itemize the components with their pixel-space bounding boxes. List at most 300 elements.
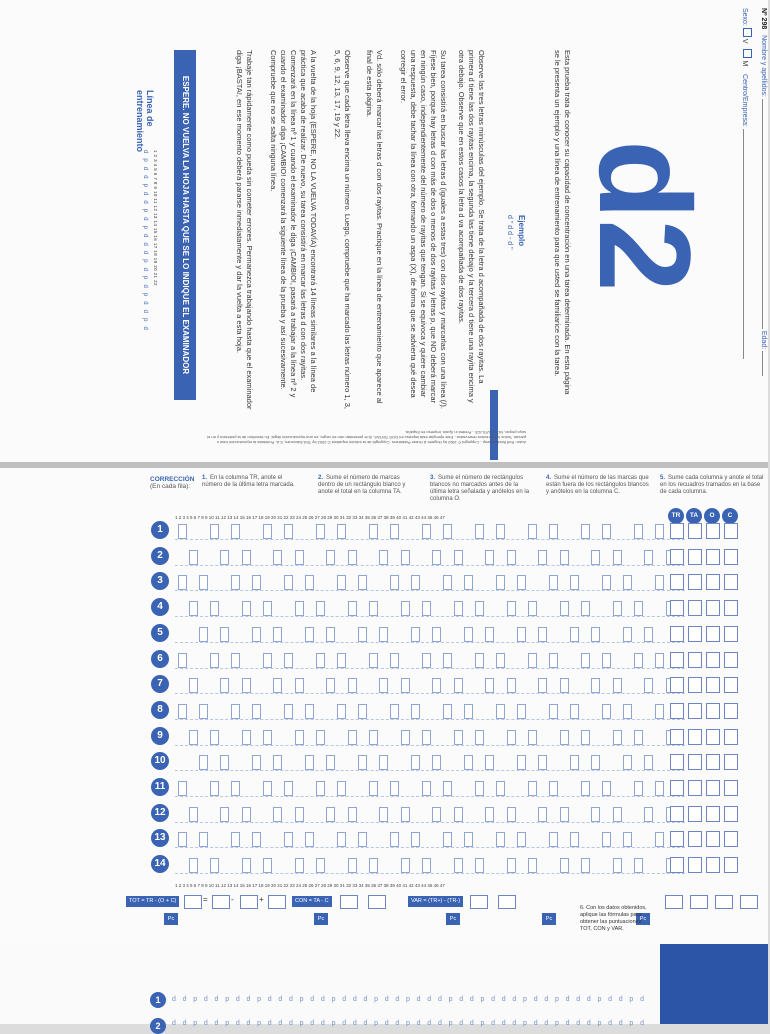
score-c-box[interactable] [724, 549, 738, 565]
grid-cell[interactable] [358, 627, 367, 642]
grid-cell[interactable] [581, 858, 590, 873]
grid-cell[interactable] [464, 832, 473, 847]
con-ta-box[interactable] [368, 895, 386, 909]
grid-cell[interactable] [369, 781, 378, 796]
grid-cell[interactable] [210, 781, 219, 796]
sex-m-checkbox[interactable] [743, 49, 752, 58]
grid-cell[interactable] [337, 832, 346, 847]
grid-cell[interactable] [454, 858, 463, 873]
grid-cell[interactable] [602, 524, 611, 539]
grid-cell[interactable] [443, 781, 452, 796]
grid-cell[interactable] [496, 575, 505, 590]
grid-cell[interactable] [443, 575, 452, 590]
score-o-box[interactable] [706, 831, 720, 847]
grid-cell[interactable] [507, 858, 516, 873]
grid-cell[interactable] [358, 575, 367, 590]
grid-cell[interactable] [570, 575, 579, 590]
grid-cell[interactable] [305, 627, 314, 642]
grid-cell[interactable] [581, 524, 590, 539]
score-ta-box[interactable] [688, 600, 702, 616]
grid-cell[interactable] [454, 730, 463, 745]
grid-cell[interactable] [591, 550, 600, 565]
tot-tr-box[interactable] [212, 895, 230, 909]
grid-cell[interactable] [231, 575, 240, 590]
grid-cell[interactable] [549, 653, 558, 668]
grid-cell[interactable] [242, 730, 251, 745]
grid-cell[interactable] [517, 704, 526, 719]
grid-cell[interactable] [242, 678, 251, 693]
grid-cell[interactable] [284, 781, 293, 796]
grid-cell[interactable] [454, 601, 463, 616]
score-c-box[interactable] [724, 780, 738, 796]
grid-cell[interactable] [369, 601, 378, 616]
grid-cell[interactable] [591, 627, 600, 642]
grid-cell[interactable] [528, 730, 537, 745]
grid-cell[interactable] [220, 807, 229, 822]
score-tr-box[interactable] [670, 806, 684, 822]
grid-cell[interactable] [411, 832, 420, 847]
grid-cell[interactable] [581, 730, 590, 745]
score-o-box[interactable] [706, 754, 720, 770]
score-tr-box[interactable] [670, 677, 684, 693]
grid-cell[interactable] [284, 653, 293, 668]
grid-cell[interactable] [369, 858, 378, 873]
grid-cell[interactable] [178, 653, 187, 668]
grid-cell[interactable] [634, 653, 643, 668]
grid-cell[interactable] [581, 653, 590, 668]
grid-cell[interactable] [475, 601, 484, 616]
grid-cell[interactable] [591, 807, 600, 822]
grid-cell[interactable] [178, 524, 187, 539]
grid-cell[interactable] [432, 755, 441, 770]
grid-cell[interactable] [263, 653, 272, 668]
grid-cell[interactable] [570, 755, 579, 770]
grid-cell[interactable] [655, 653, 664, 668]
grid-cell[interactable] [485, 755, 494, 770]
grid-cell[interactable] [263, 858, 272, 873]
grid-cell[interactable] [528, 858, 537, 873]
grid-cell[interactable] [295, 601, 304, 616]
tot-result-box[interactable] [184, 895, 202, 909]
grid-cell[interactable] [634, 858, 643, 873]
grid-cell[interactable] [326, 627, 335, 642]
grid-cell[interactable] [305, 575, 314, 590]
grid-cell[interactable] [581, 781, 590, 796]
grid-cell[interactable] [189, 678, 198, 693]
grid-cell[interactable] [273, 550, 282, 565]
score-ta-box[interactable] [688, 780, 702, 796]
grid-cell[interactable] [443, 653, 452, 668]
grid-cell[interactable] [263, 601, 272, 616]
grid-cell[interactable] [602, 781, 611, 796]
grid-cell[interactable] [189, 601, 198, 616]
grid-cell[interactable] [284, 575, 293, 590]
score-c-box[interactable] [724, 600, 738, 616]
grid-cell[interactable] [644, 627, 653, 642]
grid-cell[interactable] [273, 678, 282, 693]
grid-cell[interactable] [295, 730, 304, 745]
grid-cell[interactable] [655, 832, 664, 847]
grid-cell[interactable] [284, 832, 293, 847]
grid-cell[interactable] [284, 524, 293, 539]
grid-cell[interactable] [454, 678, 463, 693]
grid-cell[interactable] [326, 755, 335, 770]
grid-cell[interactable] [634, 781, 643, 796]
grid-cell[interactable] [337, 575, 346, 590]
grid-cell[interactable] [464, 627, 473, 642]
grid-cell[interactable] [369, 730, 378, 745]
score-c-box[interactable] [724, 806, 738, 822]
score-ta-box[interactable] [688, 729, 702, 745]
age-field[interactable] [762, 351, 763, 376]
grid-cell[interactable] [422, 858, 431, 873]
grid-cell[interactable] [178, 704, 187, 719]
grid-cell[interactable] [432, 678, 441, 693]
grid-cell[interactable] [517, 755, 526, 770]
grid-cell[interactable] [242, 807, 251, 822]
grid-cell[interactable] [231, 832, 240, 847]
grid-cell[interactable] [623, 704, 632, 719]
grid-cell[interactable] [623, 832, 632, 847]
next-row-1-letters[interactable]: d d p d d p d d p d d d p d d p d d d p d d p d d d p d d p d d d p d d p d d d p d d p d [172, 996, 647, 1003]
grid-cell[interactable] [199, 627, 208, 642]
score-o-box[interactable] [706, 600, 720, 616]
grid-cell[interactable] [189, 550, 198, 565]
grid-cell[interactable] [231, 653, 240, 668]
grid-cell[interactable] [295, 550, 304, 565]
grid-cell[interactable] [623, 627, 632, 642]
score-tr-box[interactable] [670, 831, 684, 847]
grid-cell[interactable] [432, 807, 441, 822]
grid-cell[interactable] [358, 755, 367, 770]
tot-o-box[interactable] [240, 895, 258, 909]
grid-cell[interactable] [316, 653, 325, 668]
grid-cell[interactable] [591, 678, 600, 693]
grid-cell[interactable] [475, 524, 484, 539]
grid-cell[interactable] [348, 807, 357, 822]
grid-cell[interactable] [220, 755, 229, 770]
grid-cell[interactable] [210, 601, 219, 616]
total-ta-box[interactable] [690, 895, 708, 909]
var-trplus-box[interactable] [498, 895, 516, 909]
tot-c-box[interactable] [268, 895, 286, 909]
grid-cell[interactable] [602, 832, 611, 847]
grid-cell[interactable] [390, 704, 399, 719]
grid-cell[interactable] [644, 755, 653, 770]
grid-cell[interactable] [644, 807, 653, 822]
score-c-box[interactable] [724, 626, 738, 642]
grid-cell[interactable] [634, 730, 643, 745]
grid-cell[interactable] [560, 550, 569, 565]
grid-cell[interactable] [178, 832, 187, 847]
grid-cell[interactable] [443, 704, 452, 719]
score-tr-box[interactable] [670, 523, 684, 539]
score-c-box[interactable] [724, 729, 738, 745]
grid-cell[interactable] [348, 550, 357, 565]
grid-cell[interactable] [263, 730, 272, 745]
grid-cell[interactable] [496, 524, 505, 539]
grid-cell[interactable] [496, 704, 505, 719]
grid-cell[interactable] [422, 524, 431, 539]
training-letters[interactable]: d p d d p d d p d p d d d p d p d p d d p d [142, 150, 148, 332]
grid-cell[interactable] [326, 550, 335, 565]
grid-cell[interactable] [199, 755, 208, 770]
grid-cell[interactable] [443, 832, 452, 847]
grid-cell[interactable] [178, 781, 187, 796]
grid-cell[interactable] [348, 730, 357, 745]
score-c-box[interactable] [724, 523, 738, 539]
grid-cell[interactable] [189, 858, 198, 873]
score-o-box[interactable] [706, 729, 720, 745]
grid-cell[interactable] [634, 601, 643, 616]
grid-cell[interactable] [454, 550, 463, 565]
grid-cell[interactable] [401, 678, 410, 693]
grid-cell[interactable] [316, 730, 325, 745]
score-o-box[interactable] [706, 857, 720, 873]
grid-cell[interactable] [273, 627, 282, 642]
grid-cell[interactable] [549, 575, 558, 590]
score-ta-box[interactable] [688, 857, 702, 873]
score-c-box[interactable] [724, 703, 738, 719]
grid-cell[interactable] [496, 832, 505, 847]
score-c-box[interactable] [724, 652, 738, 668]
grid-cell[interactable] [263, 781, 272, 796]
grid-cell[interactable] [528, 781, 537, 796]
grid-cell[interactable] [231, 704, 240, 719]
score-o-box[interactable] [706, 523, 720, 539]
grid-cell[interactable] [549, 704, 558, 719]
score-ta-box[interactable] [688, 626, 702, 642]
score-ta-box[interactable] [688, 831, 702, 847]
total-o-box[interactable] [715, 895, 733, 909]
grid-cell[interactable] [369, 524, 378, 539]
grid-cell[interactable] [528, 524, 537, 539]
grid-cell[interactable] [591, 755, 600, 770]
grid-cell[interactable] [507, 807, 516, 822]
grid-cell[interactable] [348, 678, 357, 693]
grid-cell[interactable] [623, 575, 632, 590]
grid-cell[interactable] [613, 550, 622, 565]
score-tr-box[interactable] [670, 857, 684, 873]
grid-cell[interactable] [432, 627, 441, 642]
grid-cell[interactable] [411, 627, 420, 642]
grid-cell[interactable] [199, 575, 208, 590]
grid-cell[interactable] [316, 524, 325, 539]
score-tr-box[interactable] [670, 626, 684, 642]
score-o-box[interactable] [706, 806, 720, 822]
grid-cell[interactable] [560, 730, 569, 745]
grid-cell[interactable] [379, 755, 388, 770]
grid-cell[interactable] [337, 524, 346, 539]
grid-cell[interactable] [528, 653, 537, 668]
grid-cell[interactable] [242, 601, 251, 616]
score-tr-box[interactable] [670, 729, 684, 745]
score-tr-box[interactable] [670, 574, 684, 590]
grid-cell[interactable] [422, 653, 431, 668]
grid-cell[interactable] [252, 704, 261, 719]
grid-cell[interactable] [273, 755, 282, 770]
total-tr-box[interactable] [665, 895, 683, 909]
grid-cell[interactable] [507, 678, 516, 693]
grid-cell[interactable] [231, 781, 240, 796]
grid-cell[interactable] [199, 704, 208, 719]
grid-cell[interactable] [242, 858, 251, 873]
grid-cell[interactable] [464, 704, 473, 719]
grid-cell[interactable] [507, 550, 516, 565]
grid-cell[interactable] [231, 524, 240, 539]
grid-cell[interactable] [210, 524, 219, 539]
grid-cell[interactable] [464, 755, 473, 770]
grid-cell[interactable] [295, 678, 304, 693]
score-o-box[interactable] [706, 780, 720, 796]
grid-cell[interactable] [443, 524, 452, 539]
grid-cell[interactable] [422, 601, 431, 616]
score-o-box[interactable] [706, 652, 720, 668]
grid-cell[interactable] [210, 653, 219, 668]
grid-cell[interactable] [475, 653, 484, 668]
grid-cell[interactable] [252, 755, 261, 770]
grid-cell[interactable] [379, 627, 388, 642]
grid-cell[interactable] [337, 781, 346, 796]
grid-cell[interactable] [538, 807, 547, 822]
score-c-box[interactable] [724, 754, 738, 770]
grid-cell[interactable] [475, 781, 484, 796]
grid-cell[interactable] [348, 858, 357, 873]
grid-cell[interactable] [560, 807, 569, 822]
grid-cell[interactable] [273, 807, 282, 822]
grid-cell[interactable] [507, 730, 516, 745]
grid-cell[interactable] [210, 730, 219, 745]
grid-cell[interactable] [538, 550, 547, 565]
grid-cell[interactable] [560, 858, 569, 873]
grid-cell[interactable] [220, 627, 229, 642]
grid-cell[interactable] [401, 601, 410, 616]
grid-cell[interactable] [358, 704, 367, 719]
score-tr-box[interactable] [670, 703, 684, 719]
next-row-2-letters[interactable]: d d p d d p d d p d d d p d d p d d d p d d p d d d p d d p d d d p d d p d d d p d d p d [172, 1020, 647, 1027]
grid-cell[interactable] [252, 575, 261, 590]
grid-cell[interactable] [422, 781, 431, 796]
grid-cell[interactable] [284, 704, 293, 719]
score-c-box[interactable] [724, 857, 738, 873]
grid-cell[interactable] [210, 858, 219, 873]
grid-cell[interactable] [644, 678, 653, 693]
score-c-box[interactable] [724, 677, 738, 693]
score-ta-box[interactable] [688, 652, 702, 668]
grid-cell[interactable] [379, 678, 388, 693]
score-tr-box[interactable] [670, 549, 684, 565]
grid-cell[interactable] [316, 601, 325, 616]
grid-cell[interactable] [401, 807, 410, 822]
grid-cell[interactable] [549, 781, 558, 796]
grid-cell[interactable] [517, 627, 526, 642]
grid-cell[interactable] [295, 807, 304, 822]
var-result-box[interactable] [470, 895, 488, 909]
grid-cell[interactable] [178, 575, 187, 590]
score-tr-box[interactable] [670, 652, 684, 668]
score-tr-box[interactable] [670, 780, 684, 796]
grid-cell[interactable] [655, 781, 664, 796]
grid-cell[interactable] [401, 550, 410, 565]
grid-cell[interactable] [220, 550, 229, 565]
grid-cell[interactable] [560, 678, 569, 693]
name-field[interactable] [762, 99, 763, 329]
grid-cell[interactable] [326, 807, 335, 822]
score-ta-box[interactable] [688, 523, 702, 539]
grid-cell[interactable] [644, 550, 653, 565]
score-ta-box[interactable] [688, 754, 702, 770]
grid-cell[interactable] [613, 730, 622, 745]
grid-cell[interactable] [432, 550, 441, 565]
grid-cell[interactable] [199, 832, 208, 847]
grid-cell[interactable] [613, 807, 622, 822]
score-ta-box[interactable] [688, 549, 702, 565]
grid-cell[interactable] [220, 678, 229, 693]
score-c-box[interactable] [724, 831, 738, 847]
grid-cell[interactable] [242, 550, 251, 565]
grid-cell[interactable] [485, 627, 494, 642]
grid-cell[interactable] [655, 704, 664, 719]
grid-cell[interactable] [305, 704, 314, 719]
grid-cell[interactable] [411, 755, 420, 770]
grid-cell[interactable] [189, 807, 198, 822]
score-ta-box[interactable] [688, 574, 702, 590]
grid-cell[interactable] [602, 653, 611, 668]
grid-cell[interactable] [549, 832, 558, 847]
grid-cell[interactable] [295, 858, 304, 873]
grid-cell[interactable] [411, 704, 420, 719]
grid-cell[interactable] [390, 781, 399, 796]
score-ta-box[interactable] [688, 806, 702, 822]
grid-cell[interactable] [390, 653, 399, 668]
grid-cell[interactable] [485, 807, 494, 822]
company-field[interactable] [743, 129, 744, 359]
grid-cell[interactable] [507, 601, 516, 616]
grid-cell[interactable] [602, 575, 611, 590]
grid-cell[interactable] [316, 781, 325, 796]
grid-cell[interactable] [464, 575, 473, 590]
grid-cell[interactable] [517, 575, 526, 590]
grid-cell[interactable] [411, 575, 420, 590]
grid-cell[interactable] [422, 730, 431, 745]
grid-cell[interactable] [189, 730, 198, 745]
grid-cell[interactable] [475, 858, 484, 873]
grid-cell[interactable] [581, 601, 590, 616]
grid-cell[interactable] [316, 858, 325, 873]
grid-cell[interactable] [602, 704, 611, 719]
grid-cell[interactable] [252, 832, 261, 847]
score-o-box[interactable] [706, 677, 720, 693]
grid-cell[interactable] [549, 524, 558, 539]
grid-cell[interactable] [390, 832, 399, 847]
grid-cell[interactable] [305, 832, 314, 847]
grid-cell[interactable] [613, 678, 622, 693]
grid-cell[interactable] [485, 678, 494, 693]
score-o-box[interactable] [706, 549, 720, 565]
grid-cell[interactable] [655, 524, 664, 539]
grid-cell[interactable] [348, 601, 357, 616]
grid-cell[interactable] [358, 832, 367, 847]
grid-cell[interactable] [517, 832, 526, 847]
grid-cell[interactable] [369, 653, 378, 668]
grid-cell[interactable] [528, 601, 537, 616]
grid-cell[interactable] [613, 601, 622, 616]
score-tr-box[interactable] [670, 754, 684, 770]
grid-cell[interactable] [655, 575, 664, 590]
grid-cell[interactable] [613, 858, 622, 873]
grid-cell[interactable] [454, 807, 463, 822]
grid-cell[interactable] [560, 601, 569, 616]
